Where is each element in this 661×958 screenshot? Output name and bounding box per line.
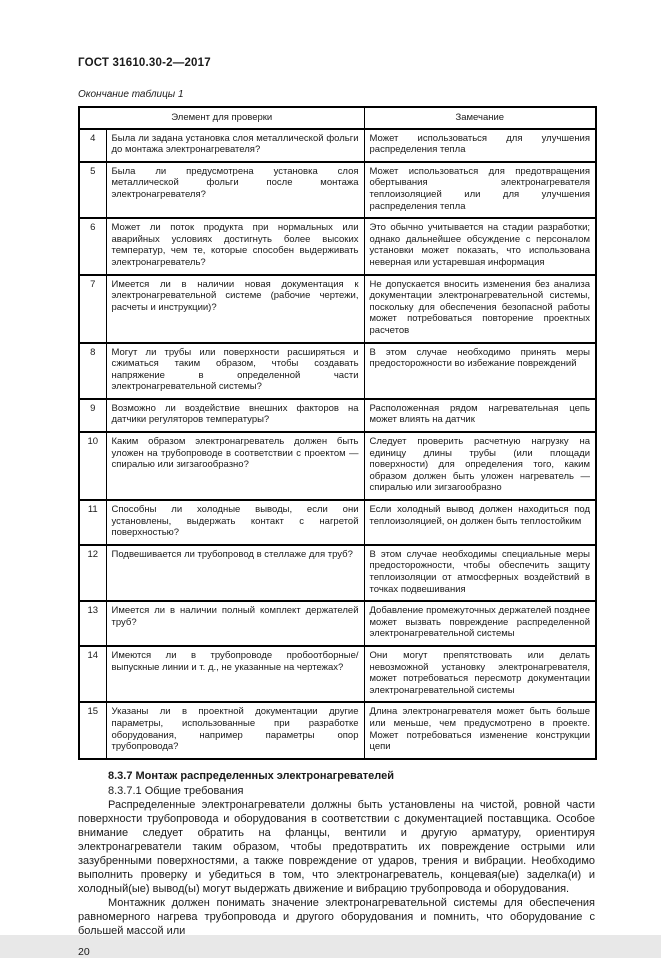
table-row (79, 601, 596, 646)
row-number-cell: 6 (79, 218, 106, 274)
row-number-cell: 7 (79, 275, 106, 343)
row-number-cell: 13 (79, 601, 106, 646)
element-cell: Возможно ли воздействие внешних факторов на датчики регуляторов температуры? (106, 399, 364, 432)
table-row (79, 702, 596, 758)
element-cell: Имеются ли в трубопроводе пробоотборные/выпускные линии и т. д., не указанные на чертежах? (106, 646, 364, 702)
row-number-cell: 9 (79, 399, 106, 432)
doc-code: ГОСТ 31610.30-2—2017 (78, 57, 211, 69)
row-number-cell: 15 (79, 702, 106, 758)
checklist-table (78, 106, 597, 760)
row-number-cell: 4 (79, 129, 106, 162)
element-cell: Каким образом электронагреватель должен быть уложен на трубопроводе в соответствии с проектом — спиралью или зигзагообразно? (106, 432, 364, 500)
row-number-cell: 10 (79, 432, 106, 500)
element-cell: Имеется ли в наличии новая документация к электронагревательной системе (рабочие чертежи, расчеты и инструкции)? (106, 275, 364, 343)
remark-cell: Они могут препятствовать или делать невозможной установку электронагревателя, может потребоваться пересмотр документации электронагревательной системы (364, 646, 596, 702)
table-row (79, 432, 596, 500)
table-row (79, 162, 596, 218)
remark-cell: Расположенная рядом нагревательная цепь может влиять на датчик (364, 399, 596, 432)
element-cell: Способны ли холодные выводы, если они установлены, выдержать контакт с нагретой поверхностью? (106, 500, 364, 545)
remark-cell: В этом случае необходимы специальные меры предосторожности, чтобы обеспечить защиту теплоизоляции от атмосферных воздействий в точках подвешивания (364, 545, 596, 601)
remark-cell: Добавление промежуточных держателей позднее может вызвать повреждение распределенной электронагревательной системы (364, 601, 596, 646)
table-row (79, 275, 596, 343)
table-row (79, 500, 596, 545)
page-content (78, 0, 595, 958)
row-number-cell: 8 (79, 343, 106, 399)
table-row (79, 129, 596, 162)
element-cell: Указаны ли в проектной документации другие параметры, использованные при разработке оборудования, например параметры опор трубопровода? (106, 702, 364, 758)
element-cell: Имеется ли в наличии полный комплект держателей труб? (106, 601, 364, 646)
element-cell: Может ли поток продукта при нормальных или аварийных условиях достигнуть более высоких температур, чем те, которые способен выдерживать электронагреватель? (106, 218, 364, 274)
header-remark-column: Замечание (364, 107, 596, 129)
paragraph: Монтажник должен понимать значение электронагревательной системы для обеспечения равномерного нагрева трубопровода и другого оборудования и помнить, что оборудование с большей массой или (78, 896, 595, 937)
paragraph: Распределенные электронагреватели должны быть установлены на чистой, ровной части поверхности трубопровода и оборудования в соответствии с документацией поставщика. Особое внимание следует обратить на фланцы, вентили и другую арматуру, ориентируя электронагреватели таким образом, чтобы предотвратить их повреждение острыми или зазубренными поверхностями, а также повреждение от ударов, трения и вибрации. Необходимо выполнить проверку и убедиться в том, что электронагреватель, концевая(ые) заделка(и) и холодный(ые) вывод(ы) могут выдержать движение и вибрацию трубопровода и оборудования. (78, 798, 595, 895)
row-number-cell: 5 (79, 162, 106, 218)
remark-cell: Следует проверить расчетную нагрузку на единицу длины трубы (или площади поверхности) для определения того, каким образом должен быть уложен нагреватель — спиралью или зигзагообразно (364, 432, 596, 500)
section-heading: 8.3.7 Монтаж распределенных электронагревателей (108, 769, 394, 782)
element-cell: Подвешивается ли трубопровод в стеллаже для труб? (106, 545, 364, 601)
table-caption: Окончание таблицы 1 (78, 89, 184, 100)
table-row (79, 343, 596, 399)
table-row (79, 218, 596, 274)
table-row (79, 646, 596, 702)
remark-cell: Если холодный вывод должен находиться под теплоизоляцией, он должен быть теплостойким (364, 500, 596, 545)
element-cell: Могут ли трубы или поверхности расширяться и сжиматься таким образом, чтобы создавать напряжение в определенной части электронагревательной системы? (106, 343, 364, 399)
remark-cell: Это обычно учитывается на стадии разработки; однако дальнейшее обсуждение с персоналом установки может показать, что использована неверная или устаревшая информация (364, 218, 596, 274)
table-row (79, 399, 596, 432)
remark-cell: Не допускается вносить изменения без анализа документации электронагревательной системы, поскольку для обеспечения безопасной работы может потребоваться повторение проектных расчетов (364, 275, 596, 343)
row-number-cell: 12 (79, 545, 106, 601)
section-subheading: 8.3.7.1 Общие требования (108, 784, 244, 797)
element-cell: Была ли задана установка слоя металлической фольги до монтажа электронагревателя? (106, 129, 364, 162)
remark-cell: В этом случае необходимо принять меры предосторожности во избежание повреждений (364, 343, 596, 399)
table-header-row (79, 107, 596, 129)
remark-cell: Может использоваться для предотвращения обертывания электронагревателя теплоизоляцией или для улучшения распределения тепла (364, 162, 596, 218)
element-cell: Была ли предусмотрена установка слоя металлической фольги после монтажа электронагревателя? (106, 162, 364, 218)
remark-cell: Длина электронагревателя может быть больше или меньше, чем предусмотрено в проекте. Может потребоваться изменение конструкции цепи (364, 702, 596, 758)
table-row (79, 545, 596, 601)
remark-cell: Может использоваться для улучшения распределения тепла (364, 129, 596, 162)
header-element-column: Элемент для проверки (79, 107, 364, 129)
row-number-cell: 14 (79, 646, 106, 702)
row-number-cell: 11 (79, 500, 106, 545)
page-number: 20 (78, 945, 90, 958)
